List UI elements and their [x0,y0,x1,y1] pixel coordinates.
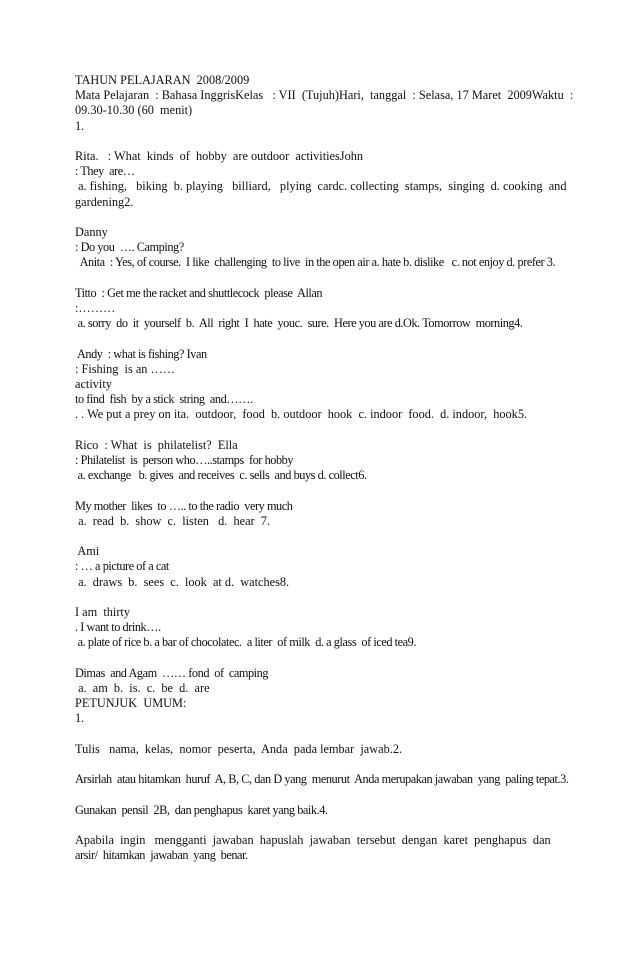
question-block [75,499,575,529]
question-line: : Philatelist is person who…..stamps for hobby [75,453,294,467]
spacer [75,134,575,149]
subject-info: Mata Pelajaran : Bahasa InggrisKelas : VII (Tujuh)Hari, tanggal : Selasa, 17 Maret 2009Waktu : [75,88,574,103]
question-block [75,286,575,332]
spacer [75,818,575,833]
instruction-item [75,833,575,863]
first-number: 1. [75,118,85,133]
question-line: to find fish by a stick string and……. [75,392,253,407]
question-line: : Do you …. Camping? [75,240,184,255]
instruction-item [75,742,575,757]
spacer [75,787,575,802]
school-year: TAHUN PELAJARAN 2008/2009 [75,73,250,87]
answer-options: a. draws b. sees c. look at d. watches8. [75,574,290,589]
answer-options: Anita : Yes, of course. I like challenging to live in the open air a. hate b. dislike c. not enjoy d. prefer 3. [75,255,556,270]
spacer [75,331,575,346]
section-heading: PETUNJUK UMUM: [75,696,187,711]
question-line: : … a picture of a cat [75,559,169,574]
instruction-number: 1. [75,711,85,726]
spacer [75,271,575,286]
spacer [75,483,575,498]
question-line: : They are… [75,164,135,179]
question-line: Danny [75,225,108,239]
question-block [75,347,575,423]
spacer [75,210,575,225]
spacer [75,423,575,438]
question-block [75,225,575,271]
question-line: Rita. : What kinds of hobby are outdoor activitiesJohn [75,149,364,163]
document-page [75,73,575,863]
question-block [75,544,575,590]
question-block [75,666,575,727]
instruction-line: Arsirlah atau hitamkan huruf A, B, C, dan D yang menurut Anda merupakan jawaban yang paling tepat.3. [75,772,569,787]
question-block [75,438,575,484]
time-info: 09.30-10.30 (60 menit) [75,103,193,118]
question-line: Titto : Get me the racket and shuttlecock please Allan [75,285,323,300]
instruction-line: arsir/ hitamkan jawaban yang benar. [75,848,248,863]
question-line: I am thirty [75,604,130,619]
answer-options: a. exchange b. gives and receives c. sells and buys d. collect6. [75,468,367,483]
instruction-line: Gunakan pensil 2B, dan penghapus karet yang baik.4. [75,802,328,817]
question-block [75,149,575,210]
question-line: My mother likes to ….. to the radio very much [75,498,293,513]
question-line: . I want to drink…. [75,620,161,635]
instruction-item [75,772,575,787]
question-line: Dimas and Agam …… fond of camping [75,665,269,680]
instruction-item [75,803,575,818]
instruction-line: Apabila ingin mengganti jawaban hapuslah jawaban tersebut dengan karet penghapus dan [75,832,551,847]
question-block [75,605,575,651]
spacer [75,757,575,772]
question-line: activity [75,377,112,391]
spacer [75,529,575,544]
answer-options: a. plate of rice b. a bar of chocolatec. a liter of milk d. a glass of iced tea9. [75,635,416,650]
instruction-line: Tulis nama, kelas, nomor peserta, Anda pada lembar jawab.2. [75,741,403,756]
answer-options: a. read b. show c. listen d. hear 7. [75,513,270,528]
question-line: Rico : What is philatelist? Ella [75,437,238,452]
answer-options: . . We put a prey on ita. outdoor, food b. outdoor hook c. indoor food. d. indoor, hook5. [75,407,528,422]
spacer [75,651,575,666]
spacer [75,590,575,605]
question-line: : Fishing is an …… [75,361,176,376]
question-line: Ami [75,544,100,559]
answer-options: a. sorry do it yourself b. All right I hate youc. sure. Here you are d.Ok. Tomorrow morning4. [75,316,523,331]
header-block [75,73,575,134]
question-line: Andy : what is fishing? Ivan [75,346,207,361]
question-line: :……… [75,301,116,315]
answer-options: a. fishing, biking b. playing billiard, plying cardc. collecting stamps, singing d. cooking and [75,179,567,194]
answer-options: a. am b. is. c. be d. are [75,680,210,695]
question-line: gardening2. [75,194,134,209]
spacer [75,727,575,742]
